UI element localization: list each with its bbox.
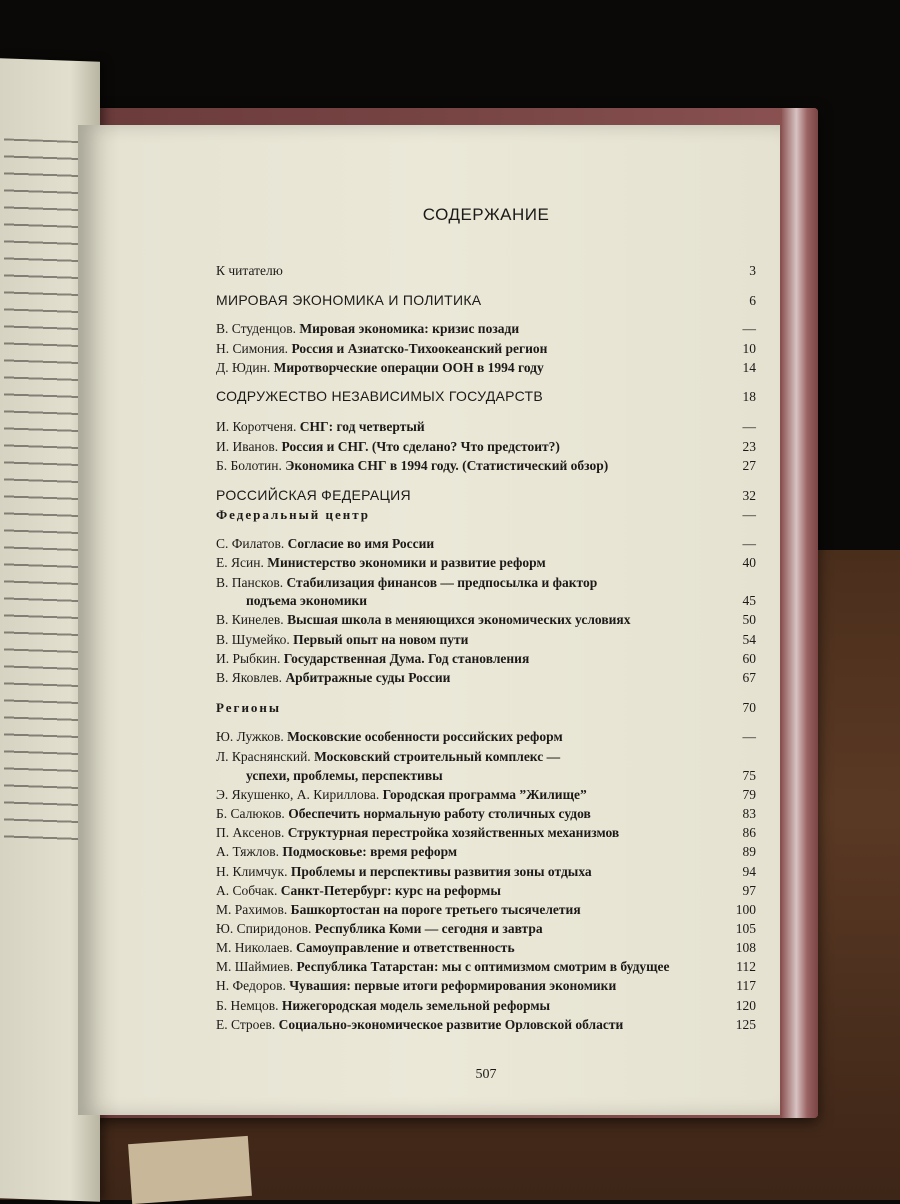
- toc-entry-text: [216, 844, 716, 860]
- toc-row: [216, 729, 756, 745]
- toc-page-number: —: [742, 729, 756, 744]
- toc-page-number: 108: [735, 940, 756, 955]
- toc-title: успехи, проблемы, перспективы: [246, 768, 443, 783]
- toc-row: [216, 959, 756, 975]
- toc-row: [216, 651, 756, 667]
- toc-row: [216, 321, 756, 337]
- toc-title: Башкортостан на пороге третьего тысячелетия: [290, 902, 581, 917]
- toc-title: Проблемы и перспективы развития зоны отдыха: [290, 864, 592, 879]
- toc-author: Н. Симония.: [216, 341, 292, 356]
- toc-row: [216, 555, 756, 571]
- toc-entry-text: [216, 749, 716, 765]
- toc-page-number: 70: [742, 700, 756, 715]
- toc-author: Ю. Лужков.: [216, 729, 288, 744]
- toc-author: В. Кинелев.: [216, 612, 288, 627]
- toc-title: Нижегородская модель земельной реформы: [281, 998, 551, 1013]
- toc-row: [216, 263, 756, 279]
- toc-page-number: 112: [736, 959, 756, 974]
- toc-page-number: 89: [742, 844, 756, 859]
- toc-author: Д. Юдин.: [216, 360, 274, 375]
- toc-author: С. Филатов.: [216, 536, 288, 551]
- bookmark: [128, 1136, 252, 1204]
- toc-author: И. Рыбкин.: [216, 651, 284, 666]
- toc-entry-text: [216, 632, 716, 648]
- toc-page-number: 32: [742, 488, 756, 503]
- toc-author: В. Шумейко.: [216, 632, 294, 647]
- toc-entry-text: [216, 921, 716, 937]
- toc-page-number: 23: [742, 439, 756, 454]
- toc-entry-text: [216, 768, 716, 784]
- toc-title: Стабилизация финансов — предпосылка и фактор: [286, 575, 598, 590]
- toc-row: [216, 700, 756, 716]
- toc-title: Структурная перестройка хозяйственных механизмов: [287, 825, 620, 840]
- toc-entry-text: [216, 321, 716, 337]
- toc-page-number: 125: [735, 1017, 756, 1032]
- toc-subsection-title: Федеральный центр: [216, 507, 371, 522]
- toc-title: Согласие во имя России: [287, 536, 435, 551]
- toc-row: [216, 388, 756, 405]
- toc-entry-text: [216, 612, 716, 628]
- toc-row: [216, 998, 756, 1014]
- toc-title: Высшая школа в меняющихся экономических условиях: [287, 612, 631, 627]
- toc-page-number: 94: [742, 864, 756, 879]
- right-page: [78, 125, 780, 1115]
- toc-entry-text: [216, 1017, 716, 1033]
- toc-title: Московские особенности российских реформ: [287, 729, 563, 744]
- toc-entry-text: [216, 670, 716, 686]
- toc-heading: СОДЕРЖАНИЕ: [422, 205, 550, 224]
- toc-author: Ю. Спиридонов.: [216, 921, 315, 936]
- toc-title: Государственная Дума. Год становления: [283, 651, 530, 666]
- toc-author: Л. Краснянский.: [216, 749, 315, 764]
- toc-row: [216, 593, 756, 609]
- toc-page-number: 97: [742, 883, 756, 898]
- toc-row: [216, 883, 756, 899]
- toc-entry-text: [216, 883, 716, 899]
- toc-entry-text: [216, 555, 716, 571]
- toc-page-number: 45: [742, 593, 756, 608]
- page-number: 507: [475, 1067, 497, 1082]
- toc-row: [216, 612, 756, 628]
- toc-row: [216, 419, 756, 435]
- toc-row: [216, 292, 756, 309]
- toc-page-number: 60: [742, 651, 756, 666]
- toc-entry-text: [216, 487, 716, 504]
- toc-author: В. Пансков.: [216, 575, 287, 590]
- toc-title: Республика Коми — сегодня и завтра: [314, 921, 543, 936]
- toc-title: Социально-экономическое развитие Орловской области: [278, 1017, 624, 1032]
- toc-title: Экономика СНГ в 1994 году. (Статистический обзор): [285, 458, 609, 473]
- toc-title: Мировая экономика: кризис позади: [299, 321, 520, 336]
- toc-page-number: 40: [742, 555, 756, 570]
- toc-page-number: 18: [742, 389, 756, 404]
- toc-entry-text: [216, 998, 716, 1014]
- toc-section-title: РОССИЙСКАЯ ФЕДЕРАЦИЯ: [216, 487, 411, 503]
- toc-author: Н. Федоров.: [216, 978, 290, 993]
- toc-entry-text: [216, 388, 716, 405]
- toc-entry-text: [216, 507, 716, 523]
- toc-author: Н. Климчук.: [216, 864, 291, 879]
- toc-section-title: МИРОВАЯ ЭКОНОМИКА И ПОЛИТИКА: [216, 292, 482, 308]
- toc-row: [216, 536, 756, 552]
- toc-row: [216, 787, 756, 803]
- toc-title: СНГ: год четвертый: [299, 419, 425, 434]
- toc-section-title: СОДРУЖЕСТВО НЕЗАВИСИМЫХ ГОСУДАРСТВ: [216, 388, 544, 404]
- toc-title: Республика Татарстан: мы с оптимизмом смотрим в будущее: [296, 959, 670, 974]
- toc-title: Санкт-Петербург: курс на реформы: [280, 883, 501, 898]
- toc-author: Е. Ясин.: [216, 555, 268, 570]
- toc-row: [216, 902, 756, 918]
- toc-title: Городская программа ”Жилище”: [382, 787, 587, 802]
- toc-author: А. Собчак.: [216, 883, 281, 898]
- toc-row: [216, 921, 756, 937]
- toc-title: Россия и Азиатско-Тихоокеанский регион: [291, 341, 548, 356]
- toc-title: подъема экономики: [246, 593, 368, 608]
- toc-page-number: 54: [742, 632, 756, 647]
- toc-row: [216, 439, 756, 455]
- toc-row: [216, 360, 756, 376]
- toc-entry-text: [216, 864, 716, 880]
- toc-title: Чувашия: первые итоги реформирования экономики: [289, 978, 617, 993]
- toc-entry-text: [216, 593, 716, 609]
- toc-page-number: 6: [749, 293, 756, 308]
- toc-entry-text: [216, 700, 716, 716]
- toc-title: Министерство экономики и развитие реформ: [267, 555, 546, 570]
- toc-page-number: 14: [742, 360, 756, 375]
- toc-page-number: 100: [735, 902, 756, 917]
- toc-entry-text: [216, 360, 716, 376]
- toc-entry-text: [216, 341, 716, 357]
- toc-row: [216, 341, 756, 357]
- toc-author: И. Коротченя.: [216, 419, 300, 434]
- toc-author: М. Николаев.: [216, 940, 297, 955]
- toc-row: [216, 978, 756, 994]
- toc-page-number: 86: [742, 825, 756, 840]
- toc-author: В. Студенцов.: [216, 321, 300, 336]
- toc-author: М. Шаймиев.: [216, 959, 297, 974]
- toc-title: Обеспечить нормальную работу столичных судов: [288, 806, 591, 821]
- toc-row: [216, 864, 756, 880]
- toc-page-number: 10: [742, 341, 756, 356]
- toc-title: Первый опыт на новом пути: [293, 632, 469, 647]
- toc-row: [216, 825, 756, 841]
- toc-entry-text: [216, 959, 716, 975]
- toc-title: Арбитражные суды России: [285, 670, 451, 685]
- toc-entry-text: [216, 439, 716, 455]
- toc-entry-text: [216, 729, 716, 745]
- toc-page-number: —: [742, 321, 756, 336]
- toc-row: [216, 458, 756, 474]
- toc-page-number: 83: [742, 806, 756, 821]
- toc-row: [216, 670, 756, 686]
- left-page-text: [4, 138, 78, 841]
- toc-page-number: 117: [736, 978, 756, 993]
- cover-edge: [782, 108, 818, 1118]
- toc-author: Э. Якушенко, А. Кириллова.: [216, 787, 383, 802]
- toc-page-number: —: [742, 536, 756, 551]
- toc-author: П. Аксенов.: [216, 825, 288, 840]
- toc-title: Миротворческие операции ООН в 1994 году: [273, 360, 544, 375]
- toc-entry-text: [216, 825, 716, 841]
- toc-author: М. Рахимов.: [216, 902, 291, 917]
- toc-page-number: 67: [742, 670, 756, 685]
- toc-row: [216, 507, 756, 523]
- toc-author: А. Тяжлов.: [216, 844, 283, 859]
- toc-row: [216, 844, 756, 860]
- toc-page-number: 27: [742, 458, 756, 473]
- toc-title: Московский строительный комплекс —: [314, 749, 561, 764]
- toc-row: [216, 806, 756, 822]
- toc-page-number: 75: [742, 768, 756, 783]
- toc-row: [216, 749, 756, 765]
- toc-row: [216, 940, 756, 956]
- toc-row: [216, 632, 756, 648]
- toc-entry-text: [216, 263, 716, 279]
- toc-row: [216, 575, 756, 591]
- toc-author: И. Иванов.: [216, 439, 282, 454]
- toc-page-number: —: [742, 507, 756, 522]
- toc-row: [216, 487, 756, 504]
- toc-page-number: 3: [749, 263, 756, 278]
- toc-page-number: —: [742, 419, 756, 434]
- toc-entry-text: [216, 419, 716, 435]
- toc-entry-text: [216, 940, 716, 956]
- toc-entry-text: [216, 651, 716, 667]
- toc-author: Б. Немцов.: [216, 998, 282, 1013]
- toc-entry-text: [216, 787, 716, 803]
- toc-entry-text: [216, 902, 716, 918]
- toc-page-number: 79: [742, 787, 756, 802]
- toc-author: Б. Салюков.: [216, 806, 289, 821]
- toc-page-number: 50: [742, 612, 756, 627]
- toc-entry-text: [216, 806, 716, 822]
- toc-entry-text: [216, 292, 716, 309]
- toc-title: К читателю: [216, 263, 283, 278]
- toc-title: Самоуправление и ответственность: [296, 940, 515, 955]
- toc-entry-text: [216, 575, 716, 591]
- toc-page-number: 120: [735, 998, 756, 1013]
- toc-page-number: 105: [735, 921, 756, 936]
- toc-entry-text: [216, 978, 716, 994]
- toc-entry-text: [216, 536, 716, 552]
- toc-row: [216, 1017, 756, 1033]
- toc-title: Россия и СНГ. (Что сделано? Что предстоит?): [281, 439, 560, 454]
- toc-entry-text: [216, 458, 716, 474]
- toc-author: В. Яковлев.: [216, 670, 286, 685]
- toc-subsection-title: Регионы: [216, 700, 282, 715]
- toc-row: [216, 768, 756, 784]
- toc-author: Е. Строев.: [216, 1017, 279, 1032]
- toc-author: Б. Болотин.: [216, 458, 286, 473]
- toc-title: Подмосковье: время реформ: [282, 844, 458, 859]
